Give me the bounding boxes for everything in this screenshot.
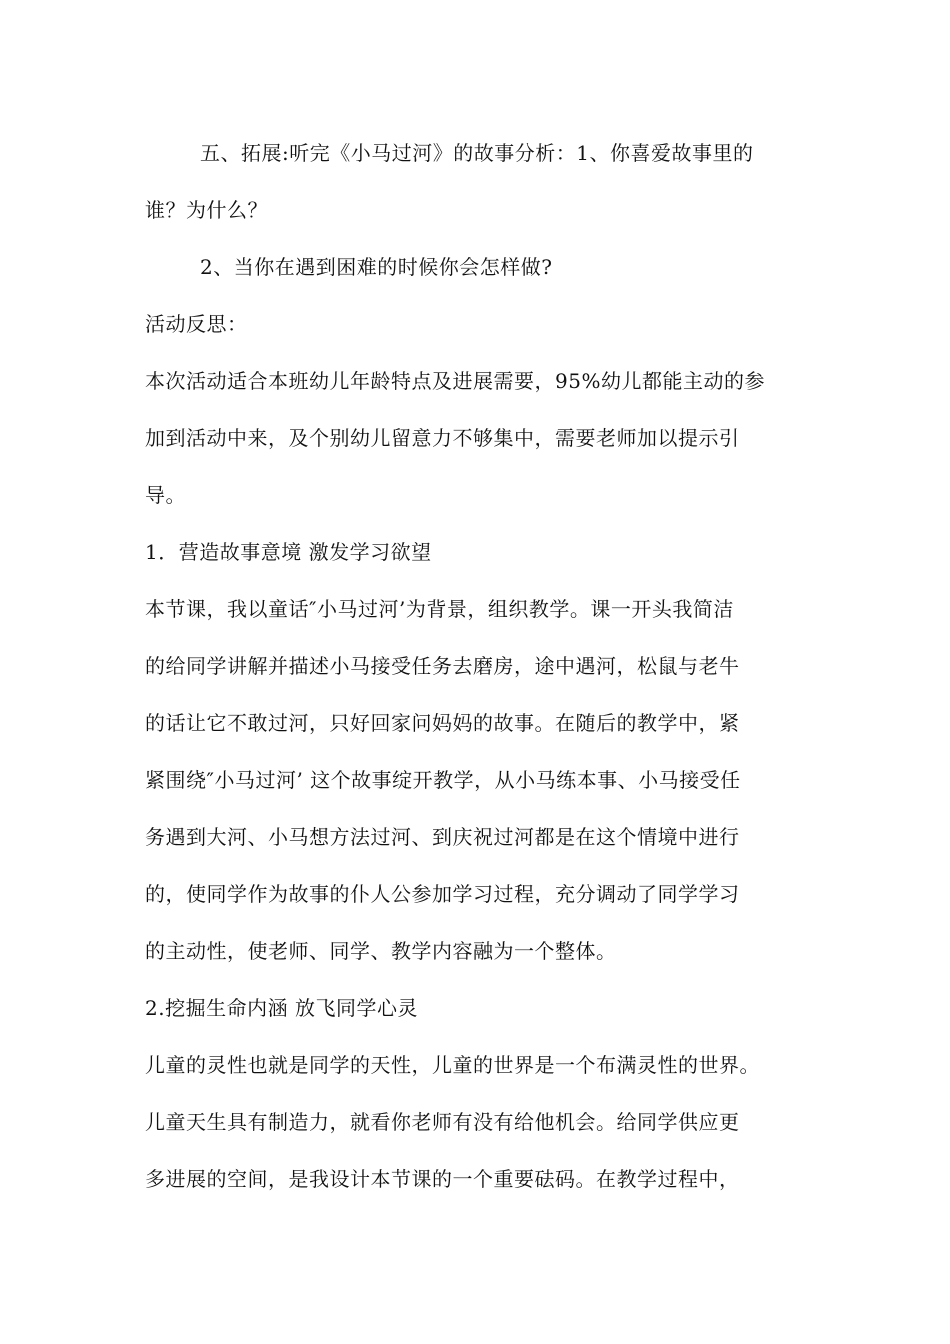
text-line: 务遇到大河、小马想方法过河、到庆祝过河都是在这个情境中进行 <box>145 825 740 849</box>
text-line: 的主动性，使老师、同学、教学内容融为一个整体。 <box>145 939 617 963</box>
text-line: 儿童的灵性也就是同学的天性，儿童的世界是一个布满灵性的世界。 <box>145 1053 760 1077</box>
text-line: 本节课，我以童话″小马过河’为背景，组织教学。课一开头我简洁 <box>145 597 734 621</box>
text-line: 谁？为什么？ <box>145 198 268 222</box>
text-line: 加到活动中来，及个别幼儿留意力不够集中，需要老师加以提示引 <box>145 426 740 450</box>
text-line: 多进展的空间，是我设计本节课的一个重要砝码。在教学过程中， <box>145 1167 740 1191</box>
text-line: 儿童天生具有制造力，就看你老师有没有给他机会。给同学供应更 <box>145 1110 740 1134</box>
section-heading-1: 1．营造故事意境 激发学习欲望 <box>145 540 432 564</box>
section-heading-2: 2.挖掘生命内涵 放飞同学心灵 <box>145 996 418 1020</box>
text-line: 本次活动适合本班幼儿年龄特点及进展需要，95%幼儿都能主动的参 <box>145 369 765 393</box>
text-line: 紧围绕″小马过河’ 这个故事绽开教学，从小马练本事、小马接受任 <box>145 768 741 792</box>
text-line: 的话让它不敢过河，只好回家问妈妈的故事。在随后的教学中，紧 <box>145 711 740 735</box>
question-line: 2、当你在遇到困难的时候你会怎样做? <box>200 255 553 279</box>
extension-heading: 五、拓展:听完《小马过河》的故事分析：1、你喜爱故事里的 <box>200 141 754 165</box>
text-line: 的，使同学作为故事的仆人公参加学习过程，充分调动了同学学习 <box>145 882 740 906</box>
reflection-heading: 活动反思： <box>145 312 248 336</box>
text-line: 导。 <box>145 483 186 507</box>
text-line: 的给同学讲解并描述小马接受任务去磨房，途中遇河，松鼠与老牛 <box>145 654 740 678</box>
